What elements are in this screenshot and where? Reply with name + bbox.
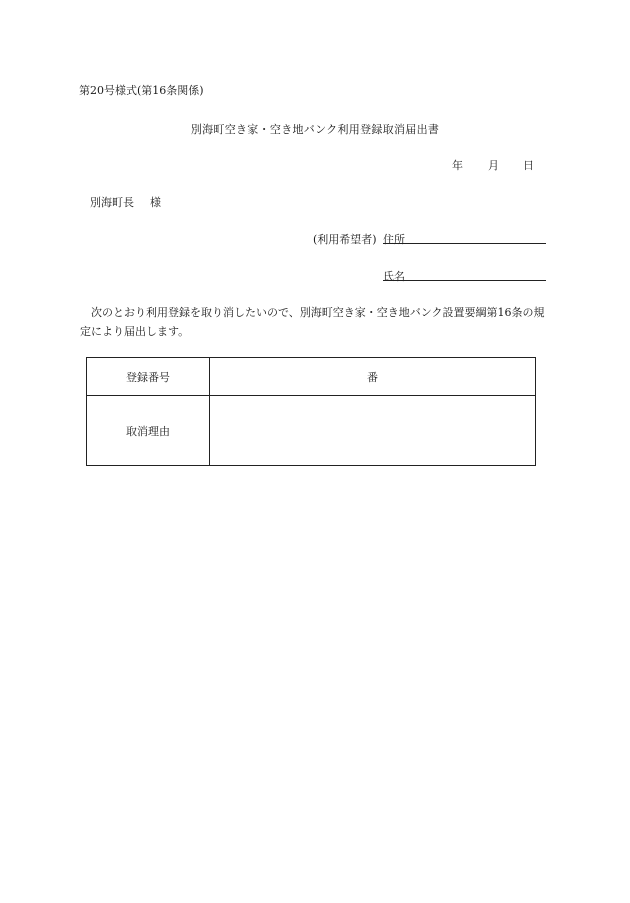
registration-number-field[interactable]: 番 — [210, 358, 536, 396]
date-day-label: 日 — [523, 159, 534, 172]
body-paragraph: 次のとおり利用登録を取り消したいので、別海町空き家・空き地バンク設置要綱第16条の規定により届出します。 — [80, 306, 545, 338]
table-row — [87, 396, 536, 466]
applicant-role: (利用希望者) — [313, 233, 377, 246]
address-label: 住所 — [383, 233, 405, 246]
registration-table — [86, 357, 536, 466]
registration-number-label: 登録番号 — [87, 358, 210, 396]
date-month-label: 月 — [488, 159, 499, 172]
document-title: 別海町空き家・空き地バンク利用登録取消届出書 — [190, 123, 440, 136]
cancellation-reason-field[interactable] — [210, 396, 536, 466]
recipient-name: 別海町長 — [90, 196, 134, 209]
form-number: 第20号様式(第16条関係) — [79, 84, 204, 97]
name-label: 氏名 — [383, 270, 405, 283]
address-field-line[interactable] — [383, 243, 546, 244]
table-row — [87, 358, 536, 396]
date-year-label: 年 — [452, 159, 463, 172]
name-field-line[interactable] — [383, 280, 546, 281]
cancellation-reason-label: 取消理由 — [87, 396, 210, 466]
recipient-suffix: 様 — [150, 196, 161, 209]
